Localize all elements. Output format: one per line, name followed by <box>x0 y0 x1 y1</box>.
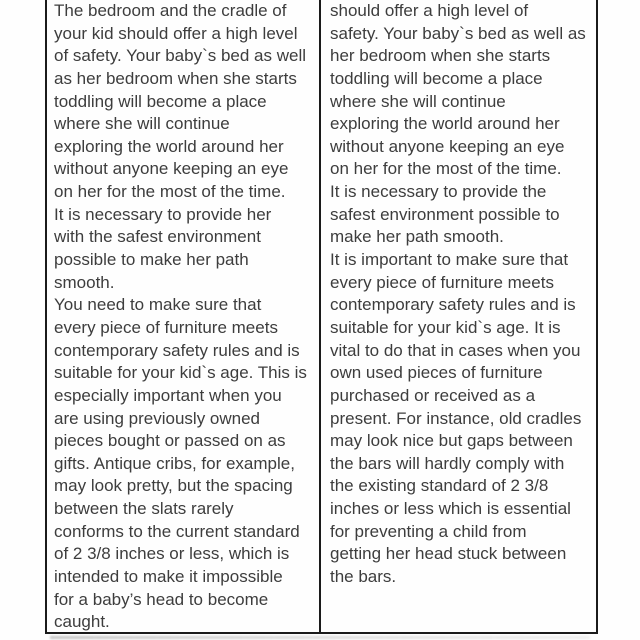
text-line: every piece of furniture meets <box>54 317 278 337</box>
text-line: You need to make sure that <box>54 295 262 315</box>
text-line: toddling will become a place <box>330 68 543 88</box>
text-line: contemporary safety rules and is <box>330 295 576 315</box>
text-line: where she will continue <box>54 114 230 134</box>
text-line: make her path smooth. <box>330 227 504 247</box>
text-line: as her bedroom when she starts <box>54 68 297 88</box>
text-line: especially important when you <box>54 385 282 405</box>
text-line: safest environment possible to <box>330 204 560 224</box>
text-line: suitable for your kid`s age. It is <box>330 317 561 337</box>
text-line: getting her head stuck between <box>330 544 567 564</box>
text-line: without anyone keeping an eye <box>330 136 565 156</box>
text-line: are using previously owned <box>54 408 261 428</box>
text-line: for a baby’s head to become <box>54 589 269 609</box>
text-line: should offer a high level of <box>330 1 529 20</box>
text-line: It is necessary to provide the <box>330 182 547 202</box>
text-line: may look pretty, but the spacing <box>54 476 293 496</box>
text-line: vital to do that in cases when you <box>330 340 581 360</box>
text-line: exploring the world around her <box>330 114 560 134</box>
text-line: It is important to make sure that <box>330 250 569 270</box>
text-line: The bedroom and the cradle of <box>54 1 287 20</box>
text-line: smooth. <box>54 272 115 292</box>
text-line: her bedroom when she starts <box>330 46 551 66</box>
text-line: of safety. Your baby`s bed as well <box>54 46 307 66</box>
text-line: with the safest environment <box>54 227 261 247</box>
text-line: contemporary safety rules and is <box>54 340 300 360</box>
text-line: inches or less which is essential <box>330 499 571 519</box>
text-line: every piece of furniture meets <box>330 272 554 292</box>
text-line: gifts. Antique cribs, for example, <box>54 453 295 473</box>
text-line: present. For instance, old cradles <box>330 408 582 428</box>
text-line: on her for the most of the time. <box>54 182 286 202</box>
text-line: may look nice but gaps between <box>330 431 573 451</box>
text-line: exploring the world around her <box>54 136 284 156</box>
text-line: intended to make it impossible <box>54 567 283 587</box>
table-cell-left <box>47 0 321 632</box>
text-line: of 2 3/8 inches or less, which is <box>54 544 290 564</box>
text-line: safety. Your baby`s bed as well as <box>330 23 586 43</box>
text-line: where she will continue <box>330 91 506 111</box>
text-line: possible to make her path <box>54 250 249 270</box>
text-line: the bars. <box>330 567 397 587</box>
text-line: suitable for your kid`s age. This is <box>54 363 307 383</box>
text-line: conforms to the current standard <box>54 521 300 541</box>
text-line: for preventing a child from <box>330 521 527 541</box>
next-row-clipped-text-hint <box>50 636 590 639</box>
comparison-table <box>45 0 598 634</box>
text-line: between the slats rarely <box>54 499 234 519</box>
table-cell-right <box>321 0 596 632</box>
text-line: your kid should offer a high level <box>54 23 298 43</box>
text-line: pieces bought or passed on as <box>54 431 286 451</box>
text-line: without anyone keeping an eye <box>54 159 289 179</box>
text-line: It is necessary to provide her <box>54 204 272 224</box>
text-line: on her for the most of the time. <box>330 159 562 179</box>
text-line: toddling will become a place <box>54 91 267 111</box>
text-line: the bars will hardly comply with <box>330 453 565 473</box>
text-line: own used pieces of furniture <box>330 363 543 383</box>
text-line: the existing standard of 2 3/8 <box>330 476 549 496</box>
text-line: caught. <box>54 612 110 632</box>
text-line: purchased or received as a <box>330 385 536 405</box>
